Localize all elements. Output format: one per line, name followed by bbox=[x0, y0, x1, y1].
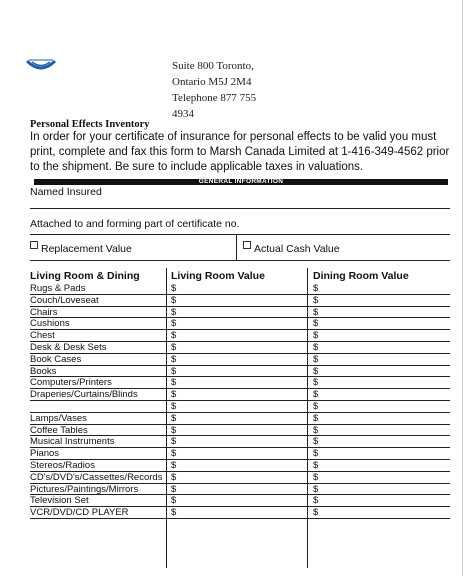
living-room-value-cell[interactable]: $ bbox=[171, 306, 177, 318]
table-row bbox=[30, 495, 450, 507]
living-room-value-cell[interactable]: $ bbox=[171, 436, 177, 448]
dining-room-value-cell[interactable]: $ bbox=[313, 306, 319, 318]
item-label: Rugs & Pads bbox=[30, 283, 86, 294]
table-row bbox=[30, 472, 450, 484]
dining-room-value-cell[interactable]: $ bbox=[313, 294, 319, 306]
living-room-value-cell[interactable]: $ bbox=[171, 424, 177, 436]
dining-room-value-cell[interactable]: $ bbox=[313, 495, 319, 507]
dining-room-value-cell[interactable]: $ bbox=[313, 365, 319, 377]
dining-room-value-cell[interactable]: $ bbox=[313, 448, 319, 460]
dining-room-value-cell[interactable]: $ bbox=[313, 412, 319, 424]
item-label: Television Set bbox=[30, 495, 89, 507]
company-address bbox=[172, 58, 256, 122]
dining-room-value-cell[interactable]: $ bbox=[313, 283, 319, 294]
item-label: Coffee Tables bbox=[30, 424, 88, 436]
item-label: Book Cases bbox=[30, 353, 82, 365]
item-label: Pianos bbox=[30, 448, 60, 460]
table-row bbox=[30, 366, 450, 378]
table-row bbox=[30, 507, 450, 519]
section-column-header: Living Room & Dining bbox=[30, 270, 140, 282]
replacement-value-label: Replacement Value bbox=[41, 243, 132, 255]
table-row bbox=[30, 377, 450, 389]
living-room-value-cell[interactable]: $ bbox=[171, 353, 177, 365]
dining-room-value-cell[interactable]: $ bbox=[313, 330, 319, 342]
address-line-4: 4934 bbox=[172, 108, 194, 120]
living-room-value-cell[interactable]: $ bbox=[171, 365, 177, 377]
table-row bbox=[30, 318, 450, 330]
table-row bbox=[30, 330, 450, 342]
intro-paragraph: In order for your certificate of insurance for personal effects to be valid you must print, complete and fax this form to Marsh Canada Limited at 1-416-349-4562 prior to the shipment. Be sure to include applicable taxes in valuations. bbox=[30, 131, 450, 173]
item-label: Lamps/Vases bbox=[30, 412, 87, 424]
table-row bbox=[30, 425, 450, 437]
table-row bbox=[30, 484, 450, 496]
living-room-value-cell[interactable]: $ bbox=[171, 483, 177, 495]
table-row bbox=[30, 389, 450, 401]
replacement-value-checkbox[interactable] bbox=[30, 241, 38, 249]
living-room-value-cell[interactable]: $ bbox=[171, 318, 177, 330]
section-band-title: GENERAL INFORMATION bbox=[198, 178, 284, 185]
living-room-value-cell[interactable]: $ bbox=[171, 330, 177, 342]
actual-cash-value-checkbox[interactable] bbox=[243, 241, 251, 249]
item-label: Musical Instruments bbox=[30, 436, 115, 448]
table-row bbox=[30, 413, 450, 425]
dining-room-value-cell[interactable]: $ bbox=[313, 377, 319, 389]
address-line-2: Ontario M5J 2M4 bbox=[172, 76, 252, 88]
dining-room-value-cell[interactable]: $ bbox=[313, 342, 319, 353]
named-insured-field[interactable] bbox=[30, 208, 450, 209]
living-room-value-cell[interactable]: $ bbox=[171, 412, 177, 424]
living-room-value-cell[interactable]: $ bbox=[171, 342, 177, 353]
living-room-value-cell[interactable]: $ bbox=[171, 495, 177, 507]
dining-room-value-cell[interactable]: $ bbox=[313, 460, 319, 471]
page-edge-rule bbox=[462, 0, 463, 576]
row-rule bbox=[30, 518, 450, 519]
item-label: Cushions bbox=[30, 318, 70, 330]
replacement-value-option[interactable] bbox=[30, 241, 132, 255]
dining-room-value-cell[interactable]: $ bbox=[313, 389, 319, 401]
item-label: Chest bbox=[30, 330, 55, 342]
living-room-value-cell[interactable]: $ bbox=[171, 283, 177, 294]
item-label: Pictures/Paintings/Mirrors bbox=[30, 483, 139, 495]
dining-room-value-cell[interactable]: $ bbox=[313, 507, 319, 519]
living-room-value-cell[interactable]: $ bbox=[171, 377, 177, 389]
item-label: Stereos/Radios bbox=[30, 460, 95, 471]
living-room-value-cell[interactable]: $ bbox=[171, 460, 177, 471]
dining-room-value-cell[interactable]: $ bbox=[313, 483, 319, 495]
living-room-value-cell[interactable]: $ bbox=[171, 448, 177, 460]
actual-cash-value-label: Actual Cash Value bbox=[254, 243, 340, 255]
table-row bbox=[30, 448, 450, 460]
living-room-value-cell[interactable]: $ bbox=[171, 507, 177, 519]
item-label: Chairs bbox=[30, 306, 58, 318]
table-row bbox=[30, 354, 450, 366]
certificate-number-label: Attached to and forming part of certificate no. bbox=[30, 218, 240, 230]
actual-cash-value-option[interactable] bbox=[243, 241, 340, 255]
dining-room-value-cell[interactable]: $ bbox=[313, 401, 319, 412]
checkbox-row-rule bbox=[30, 260, 450, 261]
table-row bbox=[30, 401, 450, 413]
dining-room-value-header: Dining Room Value bbox=[313, 270, 409, 282]
table-row bbox=[30, 307, 450, 319]
named-insured-label: Named Insured bbox=[30, 186, 102, 198]
table-row bbox=[30, 295, 450, 307]
table-row bbox=[30, 436, 450, 448]
dining-room-value-cell[interactable]: $ bbox=[313, 353, 319, 365]
living-room-value-cell[interactable]: $ bbox=[171, 294, 177, 306]
item-label: Draperies/Curtains/Blinds bbox=[30, 389, 138, 401]
checkbox-divider bbox=[236, 234, 237, 261]
address-line-3: Telephone 877 755 bbox=[172, 92, 257, 104]
living-room-value-cell[interactable]: $ bbox=[171, 471, 177, 483]
item-label: Books bbox=[30, 365, 57, 377]
item-label: CD's/DVD's/Cassettes/Records bbox=[30, 471, 163, 483]
dining-room-value-cell[interactable]: $ bbox=[313, 318, 319, 330]
address-line-1: Suite 800 Toronto, bbox=[172, 60, 254, 72]
dining-room-value-cell[interactable]: $ bbox=[313, 436, 319, 448]
item-label: Couch/Loveseat bbox=[30, 294, 99, 306]
table-row bbox=[30, 283, 450, 295]
item-label: VCR/DVD/CD PLAYER bbox=[30, 507, 129, 519]
company-logo bbox=[24, 55, 58, 77]
item-label: Computers/Printers bbox=[30, 377, 112, 389]
living-room-value-header: Living Room Value bbox=[171, 270, 265, 282]
living-room-value-cell[interactable]: $ bbox=[171, 401, 177, 412]
certificate-number-field[interactable] bbox=[30, 234, 450, 235]
form-heading: Personal Effects Inventory bbox=[30, 119, 150, 130]
dining-room-value-cell[interactable]: $ bbox=[313, 424, 319, 436]
item-label: Desk & Desk Sets bbox=[30, 342, 107, 353]
dining-room-value-cell[interactable]: $ bbox=[313, 471, 319, 483]
table-row bbox=[30, 342, 450, 354]
table-row bbox=[30, 460, 450, 472]
living-room-value-cell[interactable]: $ bbox=[171, 389, 177, 401]
